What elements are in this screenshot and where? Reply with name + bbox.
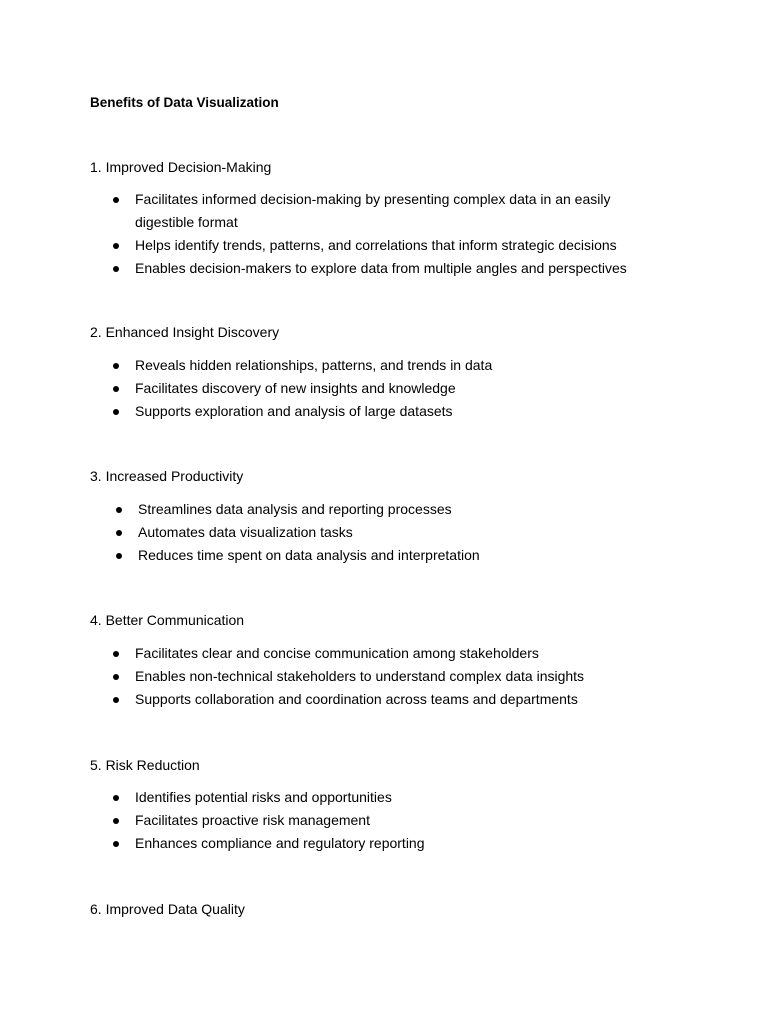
section-heading-productivity: 3. Increased Productivity xyxy=(90,468,244,484)
list-item xyxy=(0,521,658,544)
bullet-icon xyxy=(113,795,119,801)
list-item-text: Facilitates informed decision-making by presenting complex data in an easily digestible format xyxy=(135,191,611,230)
section-heading-risk-reduction: 5. Risk Reduction xyxy=(90,757,200,773)
list-item xyxy=(0,642,655,665)
bullet-list-risk-reduction xyxy=(0,786,655,855)
list-item xyxy=(0,377,655,400)
bullet-icon xyxy=(113,841,119,847)
list-item-text: Streamlines data analysis and reporting processes xyxy=(138,501,452,517)
bullet-icon xyxy=(113,386,119,392)
bullet-list-insight-discovery xyxy=(0,354,655,423)
list-item xyxy=(0,832,655,855)
list-item-text: Helps identify trends, patterns, and correlations that inform strategic decisions xyxy=(135,237,617,253)
bullet-icon xyxy=(113,651,119,657)
bullet-icon xyxy=(113,266,119,272)
section-heading-insight-discovery: 2. Enhanced Insight Discovery xyxy=(90,324,280,340)
bullet-icon xyxy=(113,197,119,203)
list-item xyxy=(0,188,655,234)
bullet-icon xyxy=(113,409,119,415)
list-item-text: Reveals hidden relationships, patterns, and trends in data xyxy=(135,357,493,373)
bullet-list-communication xyxy=(0,642,655,711)
list-item-text: Enables decision-makers to explore data from multiple angles and perspectives xyxy=(135,260,627,276)
bullet-list-productivity xyxy=(0,498,658,567)
list-item xyxy=(0,400,655,423)
list-item-text: Identifies potential risks and opportunities xyxy=(135,789,392,805)
list-item xyxy=(0,809,655,832)
section-heading-decision-making: 1. Improved Decision-Making xyxy=(90,159,272,175)
section-heading-data-quality: 6. Improved Data Quality xyxy=(90,901,245,917)
list-item-text: Supports exploration and analysis of large datasets xyxy=(135,403,453,419)
bullet-icon xyxy=(116,553,122,559)
list-item xyxy=(0,786,655,809)
list-item-text: Facilitates clear and concise communication among stakeholders xyxy=(135,645,539,661)
list-item xyxy=(0,234,655,257)
bullet-icon xyxy=(113,674,119,680)
bullet-icon xyxy=(113,363,119,369)
list-item xyxy=(0,544,658,567)
list-item xyxy=(0,498,658,521)
list-item-text: Facilitates proactive risk management xyxy=(135,812,370,828)
bullet-icon xyxy=(113,697,119,703)
bullet-icon xyxy=(113,243,119,249)
list-item-text: Automates data visualization tasks xyxy=(138,524,353,540)
bullet-icon xyxy=(116,507,122,513)
list-item-text: Enables non-technical stakeholders to understand complex data insights xyxy=(135,668,585,684)
bullet-icon xyxy=(113,818,119,824)
list-item xyxy=(0,688,655,711)
list-item-text: Reduces time spent on data analysis and interpretation xyxy=(138,547,480,563)
list-item xyxy=(0,257,655,280)
bullet-list-decision-making xyxy=(0,188,655,280)
bullet-icon xyxy=(116,530,122,536)
list-item-text: Enhances compliance and regulatory reporting xyxy=(135,835,425,851)
section-heading-communication: 4. Better Communication xyxy=(90,612,245,628)
list-item-text: Facilitates discovery of new insights and knowledge xyxy=(135,380,456,396)
document-title: Benefits of Data Visualization xyxy=(90,95,279,110)
list-item xyxy=(0,665,655,688)
list-item-text: Supports collaboration and coordination across teams and departments xyxy=(135,691,578,707)
list-item xyxy=(0,354,655,377)
